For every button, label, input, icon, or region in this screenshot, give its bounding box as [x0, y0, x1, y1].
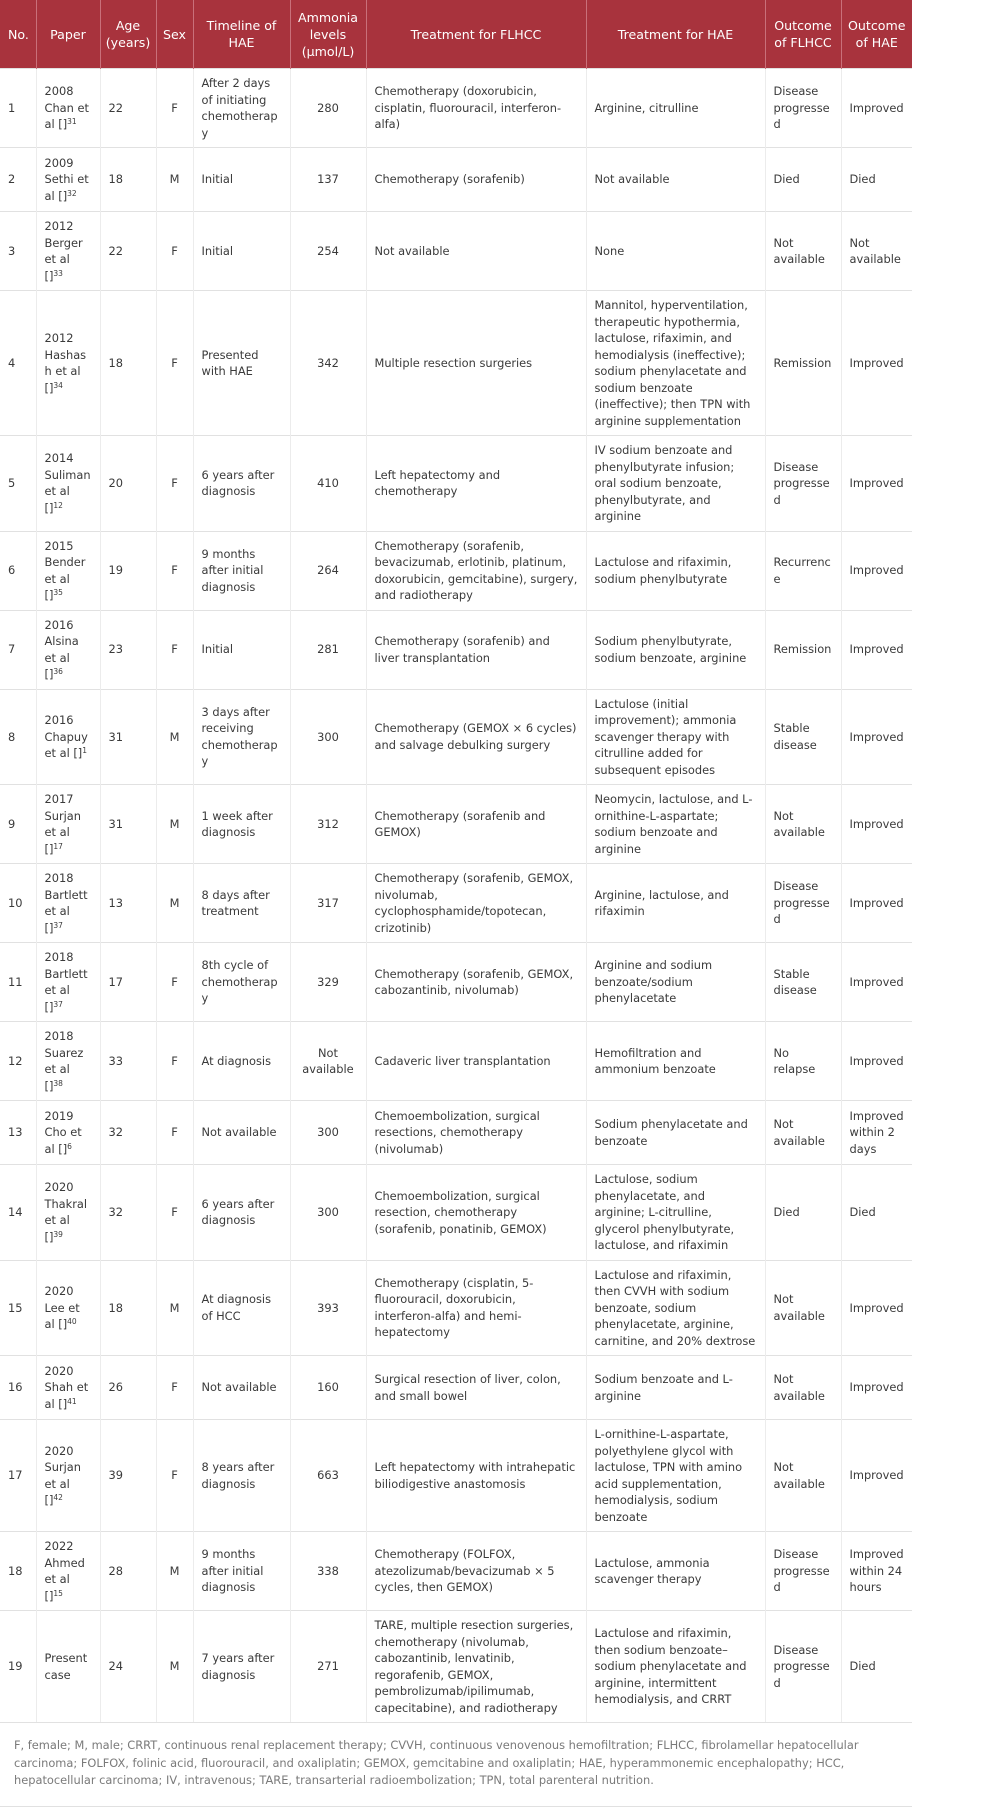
cell-timeline: 7 years after diagnosis [193, 1611, 290, 1723]
cell-no: 2 [0, 148, 36, 212]
cell-paper [36, 1101, 100, 1165]
cell-paper [36, 1356, 100, 1420]
paper-citation: 2018 Bartlett et al [] [44, 950, 88, 1014]
cell-age: 20 [100, 436, 156, 532]
cell-paper [36, 291, 100, 436]
cell-age: 18 [100, 291, 156, 436]
cell-ammonia: 663 [290, 1420, 366, 1532]
cell-ammonia: 280 [290, 69, 366, 148]
cell-outcome-hae: Improved [841, 1356, 912, 1420]
table-body [0, 69, 912, 1723]
paper-citation: 2016 Alsina et al [] [44, 617, 79, 681]
cell-no: 10 [0, 864, 36, 943]
header-ammonia: Ammonia levels (μmol/L) [290, 0, 366, 69]
cell-no: 9 [0, 785, 36, 864]
paper-citation: 2012 Berger et al [] [44, 219, 83, 283]
cell-ammonia: 254 [290, 212, 366, 291]
cell-treatment-flhcc: Chemotherapy (sorafenib, bevacizumab, erlotinib, platinum, doxorubicin, gemcitabine), surgery, and radiotherapy [366, 531, 586, 610]
cell-treatment-flhcc: Chemotherapy (sorafenib, GEMOX, cabozantinib, nivolumab) [366, 943, 586, 1022]
cell-ammonia: 393 [290, 1260, 366, 1356]
cell-outcome-flhcc: Stable disease [765, 689, 841, 785]
cell-sex: F [156, 1101, 193, 1165]
header-paper: Paper [36, 0, 100, 69]
cell-paper [36, 148, 100, 212]
cell-outcome-flhcc: Disease progressed [765, 69, 841, 148]
cell-outcome-flhcc: Not available [765, 212, 841, 291]
cell-outcome-hae: Improved [841, 291, 912, 436]
cell-paper [36, 1260, 100, 1356]
cell-treatment-flhcc: TARE, multiple resection surgeries, chemotherapy (nivolumab, cabozantinib, lenvatinib, regorafenib, GEMOX, pembrolizumab/ipilimumab, capecitabine), and radiotherapy [366, 1611, 586, 1723]
table-row [0, 1022, 912, 1101]
cell-ammonia: 281 [290, 610, 366, 689]
cell-outcome-flhcc: Remission [765, 291, 841, 436]
cell-no: 19 [0, 1611, 36, 1723]
cell-timeline: Presented with HAE [193, 291, 290, 436]
paper-citation: 2016 Chapuy et al [] [44, 713, 88, 760]
cell-treatment-flhcc: Chemotherapy (sorafenib) [366, 148, 586, 212]
cell-treatment-hae: Lactulose, sodium phenylacetate, and arginine; L-citrulline, glycerol phenylbutyrate, lactulose, and rifaximin [586, 1165, 765, 1261]
cell-no: 13 [0, 1101, 36, 1165]
reference-number[interactable]: 35 [53, 588, 63, 597]
reference-number[interactable]: 38 [53, 1078, 63, 1088]
cell-no: 8 [0, 689, 36, 785]
cell-outcome-hae: Died [841, 1611, 912, 1723]
cell-timeline: 8th cycle of chemotherapy [193, 943, 290, 1022]
cell-paper [36, 1611, 100, 1723]
cell-ammonia: 300 [290, 689, 366, 785]
reference-number[interactable]: 42 [53, 1493, 63, 1502]
cell-sex: F [156, 212, 193, 291]
cell-treatment-hae: Not available [586, 148, 765, 212]
cell-paper [36, 785, 100, 864]
paper-citation: 2008 Chan et al [] [44, 84, 89, 132]
paper-citation: 2014 Suliman et al [] [44, 451, 91, 515]
cell-outcome-hae: Improved within 24 hours [841, 1532, 912, 1611]
reference-number[interactable]: 6 [67, 1141, 72, 1151]
table-row [0, 1165, 912, 1261]
cell-outcome-hae: Died [841, 148, 912, 212]
reference-number[interactable]: 33 [53, 268, 63, 278]
cell-timeline: 3 days after receiving chemotherapy [193, 689, 290, 785]
cell-age: 31 [100, 785, 156, 864]
header-row [0, 0, 912, 69]
reference-number[interactable]: 37 [53, 920, 63, 930]
table-row [0, 785, 912, 864]
cell-sex: F [156, 1420, 193, 1532]
cell-ammonia: 312 [290, 785, 366, 864]
cell-treatment-flhcc: Chemoembolization, surgical resections, chemotherapy (nivolumab) [366, 1101, 586, 1165]
cell-sex: F [156, 1022, 193, 1101]
cell-outcome-hae: Improved [841, 943, 912, 1022]
cell-ammonia: 317 [290, 864, 366, 943]
cell-age: 24 [100, 1611, 156, 1723]
cell-treatment-hae: L-ornithine-L-aspartate, polyethylene glycol with lactulose, TPN with amino acid supplementation, hemodialysis, sodium benzoate [586, 1420, 765, 1532]
header-no: No. [0, 0, 36, 69]
table-row [0, 148, 912, 212]
header-sex: Sex [156, 0, 193, 69]
cell-sex: M [156, 689, 193, 785]
cell-outcome-hae: Improved [841, 610, 912, 689]
cell-treatment-flhcc: Chemotherapy (doxorubicin, cisplatin, fluorouracil, interferon-alfa) [366, 69, 586, 148]
cell-treatment-hae: Mannitol, hyperventilation, therapeutic hypothermia, lactulose, rifaximin, and hemodialysis (ineffective); sodium phenylacetate and sodium benzoate (ineffective); then TPN with arginine supplementation [586, 291, 765, 436]
cell-outcome-hae: Improved [841, 69, 912, 148]
cell-treatment-flhcc: Left hepatectomy with intrahepatic biliodigestive anastomosis [366, 1420, 586, 1532]
cell-treatment-flhcc: Chemotherapy (sorafenib, GEMOX, nivolumab, cyclophosphamide/topotecan, crizotinib) [366, 864, 586, 943]
cell-timeline: 8 days after treatment [193, 864, 290, 943]
cell-outcome-flhcc: Died [765, 148, 841, 212]
cell-no: 6 [0, 531, 36, 610]
cell-no: 12 [0, 1022, 36, 1101]
cell-outcome-flhcc: Disease progressed [765, 1611, 841, 1723]
cell-sex: F [156, 291, 193, 436]
cell-outcome-flhcc: Disease progressed [765, 864, 841, 943]
cell-paper [36, 1165, 100, 1261]
cell-sex: F [156, 943, 193, 1022]
header-age: Age (years) [100, 0, 156, 69]
cell-no: 1 [0, 69, 36, 148]
table-row [0, 1101, 912, 1165]
cell-no: 14 [0, 1165, 36, 1261]
cell-ammonia: 264 [290, 531, 366, 610]
cell-age: 17 [100, 943, 156, 1022]
cell-age: 39 [100, 1420, 156, 1532]
cell-ammonia: Not available [290, 1022, 366, 1101]
cell-sex: M [156, 148, 193, 212]
table-row [0, 689, 912, 785]
cell-outcome-hae: Improved [841, 1420, 912, 1532]
cell-sex: M [156, 864, 193, 943]
header-timeline: Timeline of HAE [193, 0, 290, 69]
cell-ammonia: 338 [290, 1532, 366, 1611]
cell-no: 16 [0, 1356, 36, 1420]
cell-age: 26 [100, 1356, 156, 1420]
paper-citation: 2015 Bender et al [] [44, 538, 86, 602]
paper-citation: 2018 Suarez et al [] [44, 1029, 84, 1093]
cell-treatment-hae: Arginine, citrulline [586, 69, 765, 148]
cell-timeline: At diagnosis [193, 1022, 290, 1101]
cell-ammonia: 342 [290, 291, 366, 436]
reference-number[interactable]: 41 [67, 1396, 77, 1406]
cell-age: 33 [100, 1022, 156, 1101]
cell-outcome-flhcc: No relapse [765, 1022, 841, 1101]
cell-outcome-hae: Improved within 2 days [841, 1101, 912, 1165]
cell-ammonia: 329 [290, 943, 366, 1022]
cell-treatment-hae: Sodium phenylbutyrate, sodium benzoate, arginine [586, 610, 765, 689]
cell-no: 15 [0, 1260, 36, 1356]
paper-citation: 2022 Ahmed et al [] [44, 1539, 85, 1603]
cell-age: 18 [100, 1260, 156, 1356]
cell-age: 18 [100, 148, 156, 212]
cell-timeline: 9 months after initial diagnosis [193, 1532, 290, 1611]
cell-outcome-hae: Improved [841, 436, 912, 532]
cell-ammonia: 137 [290, 148, 366, 212]
cell-treatment-hae: Sodium phenylacetate and benzoate [586, 1101, 765, 1165]
cell-age: 28 [100, 1532, 156, 1611]
reference-number[interactable]: 15 [53, 1588, 63, 1598]
cell-paper [36, 436, 100, 532]
table-row [0, 943, 912, 1022]
cell-outcome-flhcc: Remission [765, 610, 841, 689]
table-row [0, 1356, 912, 1420]
cell-treatment-flhcc: Surgical resection of liver, colon, and small bowel [366, 1356, 586, 1420]
paper-citation: 2020 Shah et al [] [44, 1363, 89, 1411]
table-row [0, 291, 912, 436]
cell-paper [36, 69, 100, 148]
cell-outcome-flhcc: Not available [765, 1101, 841, 1165]
cell-outcome-hae: Improved [841, 1022, 912, 1101]
cell-timeline: Initial [193, 610, 290, 689]
cell-age: 23 [100, 610, 156, 689]
cell-no: 11 [0, 943, 36, 1022]
cell-outcome-hae: Improved [841, 1260, 912, 1356]
cell-timeline: Initial [193, 212, 290, 291]
cell-outcome-flhcc: Not available [765, 1356, 841, 1420]
cell-treatment-hae: Hemofiltration and ammonium benzoate [586, 1022, 765, 1101]
header-treatment-hae: Treatment for HAE [586, 0, 765, 69]
table-row [0, 1420, 912, 1532]
reference-number[interactable]: 34 [53, 380, 63, 390]
cell-outcome-hae: Not available [841, 212, 912, 291]
cell-ammonia: 300 [290, 1101, 366, 1165]
cell-no: 4 [0, 291, 36, 436]
cell-outcome-flhcc: Died [765, 1165, 841, 1261]
table-header [0, 0, 912, 69]
cell-no: 3 [0, 212, 36, 291]
cell-age: 32 [100, 1165, 156, 1261]
cell-ammonia: 160 [290, 1356, 366, 1420]
cell-outcome-flhcc: Not available [765, 1260, 841, 1356]
cell-treatment-hae: Arginine, lactulose, and rifaximin [586, 864, 765, 943]
table-row [0, 436, 912, 532]
table-row [0, 69, 912, 148]
cell-sex: F [156, 1165, 193, 1261]
cell-sex: M [156, 1532, 193, 1611]
table-row [0, 610, 912, 689]
cell-age: 31 [100, 689, 156, 785]
cell-age: 19 [100, 531, 156, 610]
cell-sex: M [156, 785, 193, 864]
header-outcome-flhcc: Outcome of FLHCC [765, 0, 841, 69]
paper-citation: 2017 Surjan et al [] [44, 792, 81, 856]
cell-paper [36, 1532, 100, 1611]
cell-timeline: Not available [193, 1356, 290, 1420]
reference-number[interactable]: 32 [67, 188, 77, 198]
paper-citation: Present case [44, 1651, 88, 1682]
cell-treatment-flhcc: Chemotherapy (cisplatin, 5-fluorouracil, doxorubicin, interferon-alfa) and hemi-hepatectomy [366, 1260, 586, 1356]
cell-treatment-flhcc: Left hepatectomy and chemotherapy [366, 436, 586, 532]
cell-timeline: Not available [193, 1101, 290, 1165]
cell-outcome-flhcc: Not available [765, 1420, 841, 1532]
reference-number[interactable]: 36 [53, 667, 63, 676]
reference-number[interactable]: 39 [53, 1229, 63, 1239]
table-row [0, 1532, 912, 1611]
cell-timeline: After 2 days of initiating chemotherapy [193, 69, 290, 148]
cell-age: 32 [100, 1101, 156, 1165]
table-row [0, 864, 912, 943]
cell-ammonia: 300 [290, 1165, 366, 1261]
cell-treatment-hae: Lactulose, ammonia scavenger therapy [586, 1532, 765, 1611]
cell-treatment-flhcc: Chemotherapy (GEMOX × 6 cycles) and salvage debulking surgery [366, 689, 586, 785]
reference-number[interactable]: 17 [53, 841, 63, 851]
reference-number[interactable]: 31 [67, 117, 77, 127]
cell-timeline: At diagnosis of HCC [193, 1260, 290, 1356]
cell-treatment-hae: Lactulose and rifaximin, sodium phenylbutyrate [586, 531, 765, 610]
cell-ammonia: 271 [290, 1611, 366, 1723]
cell-sex: M [156, 1611, 193, 1723]
cell-treatment-hae: Lactulose (initial improvement); ammonia scavenger therapy with citrulline added for subsequent episodes [586, 689, 765, 785]
table-row [0, 1260, 912, 1356]
cell-paper [36, 864, 100, 943]
cell-age: 22 [100, 212, 156, 291]
cell-timeline: 6 years after diagnosis [193, 1165, 290, 1261]
cell-treatment-hae: Lactulose and rifaximin, then sodium benzoate–sodium phenylacetate and arginine, intermittent hemodialysis, and CRRT [586, 1611, 765, 1723]
cell-paper [36, 689, 100, 785]
cell-outcome-hae: Improved [841, 689, 912, 785]
paper-citation: 2020 Lee et al [] [44, 1284, 80, 1331]
cell-paper [36, 212, 100, 291]
cell-paper [36, 943, 100, 1022]
cell-outcome-flhcc: Recurrence [765, 531, 841, 610]
cell-no: 17 [0, 1420, 36, 1532]
cell-treatment-flhcc: Chemotherapy (sorafenib and GEMOX) [366, 785, 586, 864]
cell-treatment-flhcc: Not available [366, 212, 586, 291]
paper-citation: 2020 Thakral et al [] [44, 1180, 88, 1244]
cell-treatment-flhcc: Cadaveric liver transplantation [366, 1022, 586, 1101]
cell-timeline: 8 years after diagnosis [193, 1420, 290, 1532]
cell-sex: F [156, 531, 193, 610]
table-row [0, 1611, 912, 1723]
table-row [0, 212, 912, 291]
cell-outcome-hae: Improved [841, 531, 912, 610]
cell-treatment-hae: IV sodium benzoate and phenylbutyrate infusion; oral sodium benzoate, phenylbutyrate, and arginine [586, 436, 765, 532]
cell-paper [36, 1420, 100, 1532]
cell-sex: F [156, 610, 193, 689]
cell-no: 5 [0, 436, 36, 532]
cell-sex: F [156, 69, 193, 148]
cell-treatment-hae: Neomycin, lactulose, and L-ornithine-L-aspartate; sodium benzoate and arginine [586, 785, 765, 864]
cell-outcome-hae: Died [841, 1165, 912, 1261]
cell-treatment-hae: Arginine and sodium benzoate/sodium phenylacetate [586, 943, 765, 1022]
cell-no: 18 [0, 1532, 36, 1611]
table-footnote: F, female; M, male; CRRT, continuous renal replacement therapy; CVVH, continuous venovenous hemofiltration; FLHCC, fibrolamellar hepatocellular carcinoma; FOLFOX, folinic acid, fluorouracil, and oxaliplatin; GEMOX, gemcitabine and oxaliplatin; HAE, hyperammonemic encephalopathy; HCC, hepatocellular carcinoma; IV, intravenous; TARE, transarterial radioembolization; TPN, total parenteral nutrition. [0, 1722, 912, 1807]
cell-outcome-flhcc: Disease progressed [765, 436, 841, 532]
cell-outcome-flhcc: Not available [765, 785, 841, 864]
cell-no: 7 [0, 610, 36, 689]
paper-citation: 2019 Cho et al [] [44, 1108, 82, 1156]
reference-number[interactable]: 40 [67, 1317, 77, 1326]
paper-citation: 2009 Sethi et al [] [44, 155, 89, 203]
cell-treatment-flhcc: Chemotherapy (sorafenib) and liver transplantation [366, 610, 586, 689]
cell-treatment-hae: None [586, 212, 765, 291]
table-row [0, 531, 912, 610]
cell-paper [36, 610, 100, 689]
reference-number[interactable]: 37 [53, 999, 63, 1009]
cell-treatment-flhcc: Chemoembolization, surgical resection, chemotherapy (sorafenib, ponatinib, GEMOX) [366, 1165, 586, 1261]
cell-paper [36, 1022, 100, 1101]
cell-treatment-hae: Sodium benzoate and L-arginine [586, 1356, 765, 1420]
cell-sex: M [156, 1260, 193, 1356]
paper-citation: 2020 Surjan et al [] [44, 1443, 81, 1507]
header-treatment-flhcc: Treatment for FLHCC [366, 0, 586, 69]
cell-ammonia: 410 [290, 436, 366, 532]
cell-treatment-flhcc: Chemotherapy (FOLFOX, atezolizumab/bevacizumab × 5 cycles, then GEMOX) [366, 1532, 586, 1611]
cell-outcome-flhcc: Disease progressed [765, 1532, 841, 1611]
cell-sex: F [156, 1356, 193, 1420]
cell-outcome-hae: Improved [841, 785, 912, 864]
cell-timeline: 1 week after diagnosis [193, 785, 290, 864]
cell-sex: F [156, 436, 193, 532]
cell-timeline: 6 years after diagnosis [193, 436, 290, 532]
cell-treatment-hae: Lactulose and rifaximin, then CVVH with sodium benzoate, sodium phenylacetate, arginine, carnitine, and 20% dextrose [586, 1260, 765, 1356]
cell-age: 22 [100, 69, 156, 148]
cell-paper [36, 531, 100, 610]
header-outcome-hae: Outcome of HAE [841, 0, 912, 69]
reference-number[interactable]: 1 [82, 746, 88, 755]
cell-outcome-hae: Improved [841, 864, 912, 943]
cell-age: 13 [100, 864, 156, 943]
cell-treatment-flhcc: Multiple resection surgeries [366, 291, 586, 436]
paper-citation: 2018 Bartlett et al [] [44, 871, 88, 935]
paper-citation: 2012 Hashash et al [] [44, 331, 87, 395]
reference-number[interactable]: 12 [53, 500, 63, 510]
cell-timeline: 9 months after initial diagnosis [193, 531, 290, 610]
cell-timeline: Initial [193, 148, 290, 212]
cell-outcome-flhcc: Stable disease [765, 943, 841, 1022]
